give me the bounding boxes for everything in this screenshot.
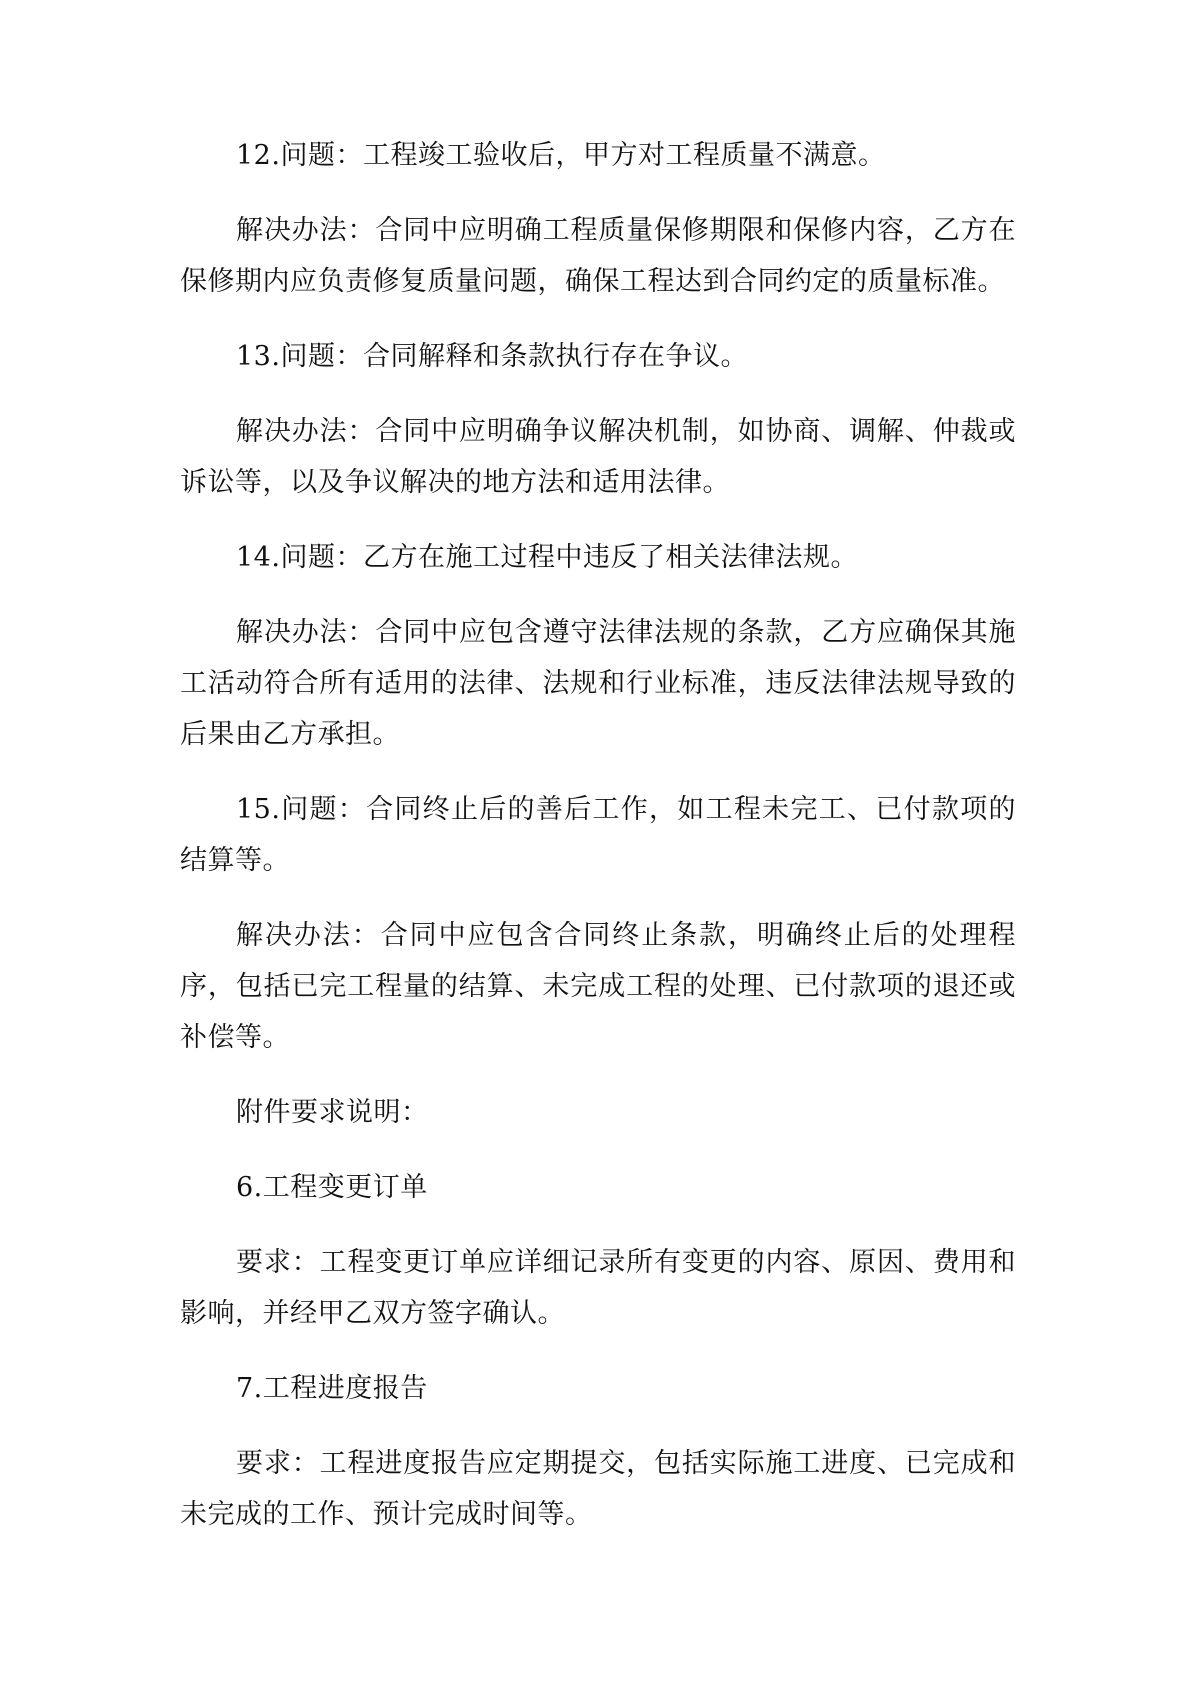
attachment-6-requirement: 要求：工程变更订单应详细记录所有变更的内容、原因、费用和影响，并经甲乙双方签字确认。: [180, 1247, 1016, 1329]
solution-14-paragraph: 解决办法：合同中应包含遵守法律法规的条款，乙方应确保其施工活动符合所有适用的法律、法规和行业标准，违反法律法规导致的后果由乙方承担。: [180, 617, 1016, 750]
issue-12-paragraph: 12.问题：工程竣工验收后，甲方对工程质量不满意。: [236, 140, 886, 171]
issue-14-paragraph: 14.问题：乙方在施工过程中违反了相关法律法规。: [236, 542, 858, 573]
attachment-requirements-heading: 附件要求说明：: [236, 1097, 429, 1128]
attachment-7-title: 7.工程进度报告: [236, 1373, 428, 1404]
solution-13-paragraph: 解决办法：合同中应明确争议解决机制，如协商、调解、仲裁或诉讼等，以及争议解决的地方法和适用法律。: [180, 416, 1016, 498]
issue-13-paragraph: 13.问题：合同解释和条款执行存在争议。: [236, 341, 748, 372]
issue-15-paragraph: 15.问题：合同终止后的善后工作，如工程未完工、已付款项的结算等。: [180, 794, 1016, 876]
attachment-6-title: 6.工程变更订单: [236, 1172, 428, 1203]
solution-12-paragraph: 解决办法：合同中应明确工程质量保修期限和保修内容，乙方在保修期内应负责修复质量问题，确保工程达到合同约定的质量标准。: [180, 215, 1016, 297]
solution-15-paragraph: 解决办法：合同中应包含合同终止条款，明确终止后的处理程序，包括已完工程量的结算、未完成工程的处理、已付款项的退还或补偿等。: [180, 920, 1016, 1053]
document-body: [180, 130, 1016, 1564]
attachment-7-requirement: 要求：工程进度报告应定期提交，包括实际施工进度、已完成和未完成的工作、预计完成时间等。: [180, 1448, 1016, 1530]
